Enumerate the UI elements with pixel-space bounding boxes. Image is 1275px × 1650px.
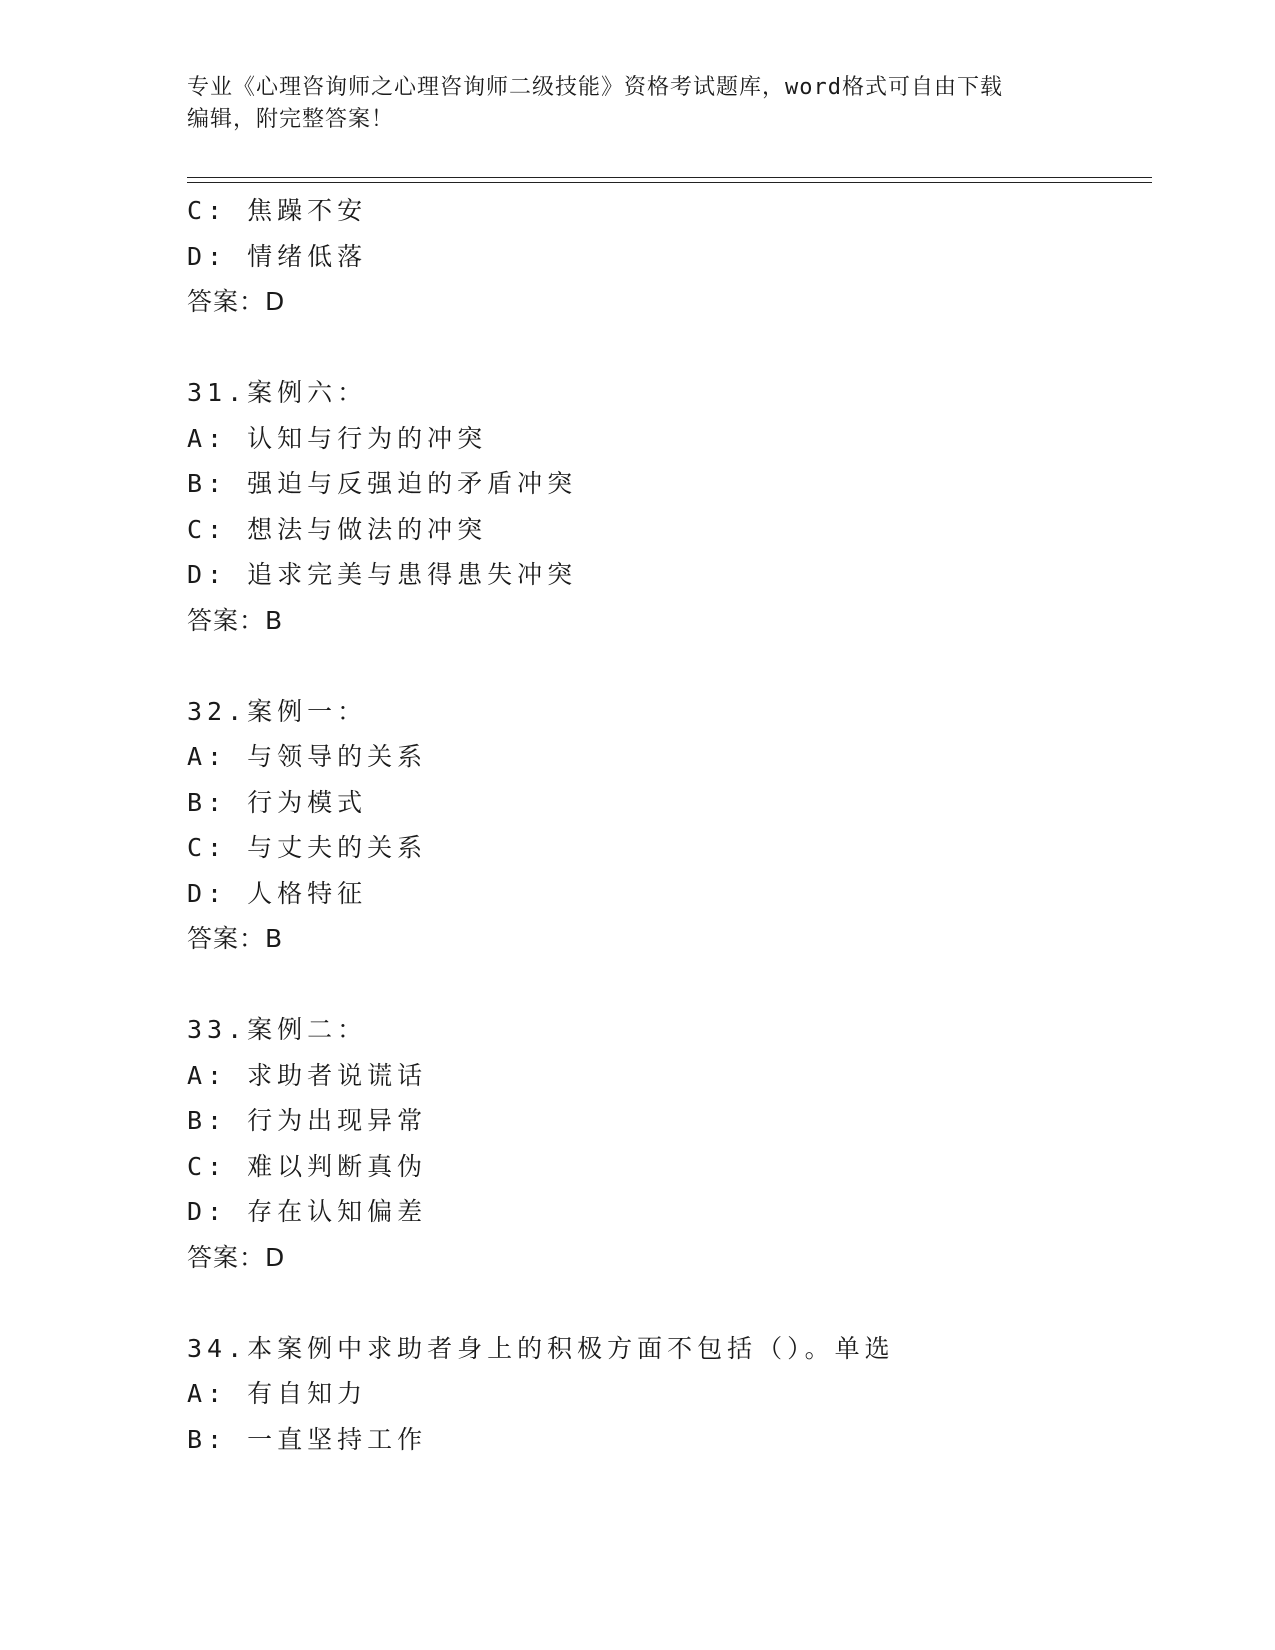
document-header <box>187 72 1087 136</box>
option-c: C: 难以判断真伪 <box>187 1151 428 1181</box>
option-a: A: 有自知力 <box>187 1379 368 1408</box>
answer: 答案：D <box>187 287 286 316</box>
option-d: D: 情绪低落 <box>187 241 368 271</box>
option-d: D: 追求完美与患得患失冲突 <box>187 560 578 589</box>
spacer <box>187 962 1152 1008</box>
option-a: A: 认知与行为的冲突 <box>187 423 488 453</box>
question-31 <box>187 370 1152 643</box>
question-title: 31.案例六： <box>187 378 368 407</box>
spacer <box>187 1280 1152 1326</box>
header-line-2: 编辑，附完整答案！ <box>187 107 395 132</box>
question-title: 34.本案例中求助者身上的积极方面不包括（）。单选 <box>187 1333 895 1363</box>
question-30-partial <box>187 188 1152 325</box>
question-title: 33.案例二： <box>187 1015 368 1044</box>
option-b: B: 行为出现异常 <box>187 1106 428 1135</box>
option-b: B: 行为模式 <box>187 787 368 817</box>
answer: 答案：B <box>187 605 284 635</box>
option-a: A: 求助者说谎话 <box>187 1060 428 1090</box>
spacer <box>187 325 1152 371</box>
option-c: C: 想法与做法的冲突 <box>187 514 488 544</box>
option-d: D: 人格特征 <box>187 878 368 908</box>
header-rule-top <box>187 177 1152 178</box>
option-a: A: 与领导的关系 <box>187 742 428 771</box>
question-32 <box>187 689 1152 962</box>
header-rule-bottom <box>187 182 1152 183</box>
question-title: 32.案例一： <box>187 696 368 726</box>
option-c: C: 与丈夫的关系 <box>187 833 428 862</box>
answer: 答案：D <box>187 1242 286 1272</box>
question-list <box>187 188 1152 1462</box>
question-33 <box>187 1007 1152 1280</box>
option-b: B: 强迫与反强迫的矛盾冲突 <box>187 469 578 498</box>
header-line-1: 专业《心理咨询师之心理咨询师二级技能》资格考试题库，word格式可自由下载 <box>187 75 1003 100</box>
option-c: C: 焦躁不安 <box>187 196 368 225</box>
question-34 <box>187 1326 1152 1463</box>
option-b: B: 一直坚持工作 <box>187 1424 428 1454</box>
answer: 答案：B <box>187 924 284 953</box>
option-d: D: 存在认知偏差 <box>187 1197 428 1226</box>
spacer <box>187 643 1152 689</box>
